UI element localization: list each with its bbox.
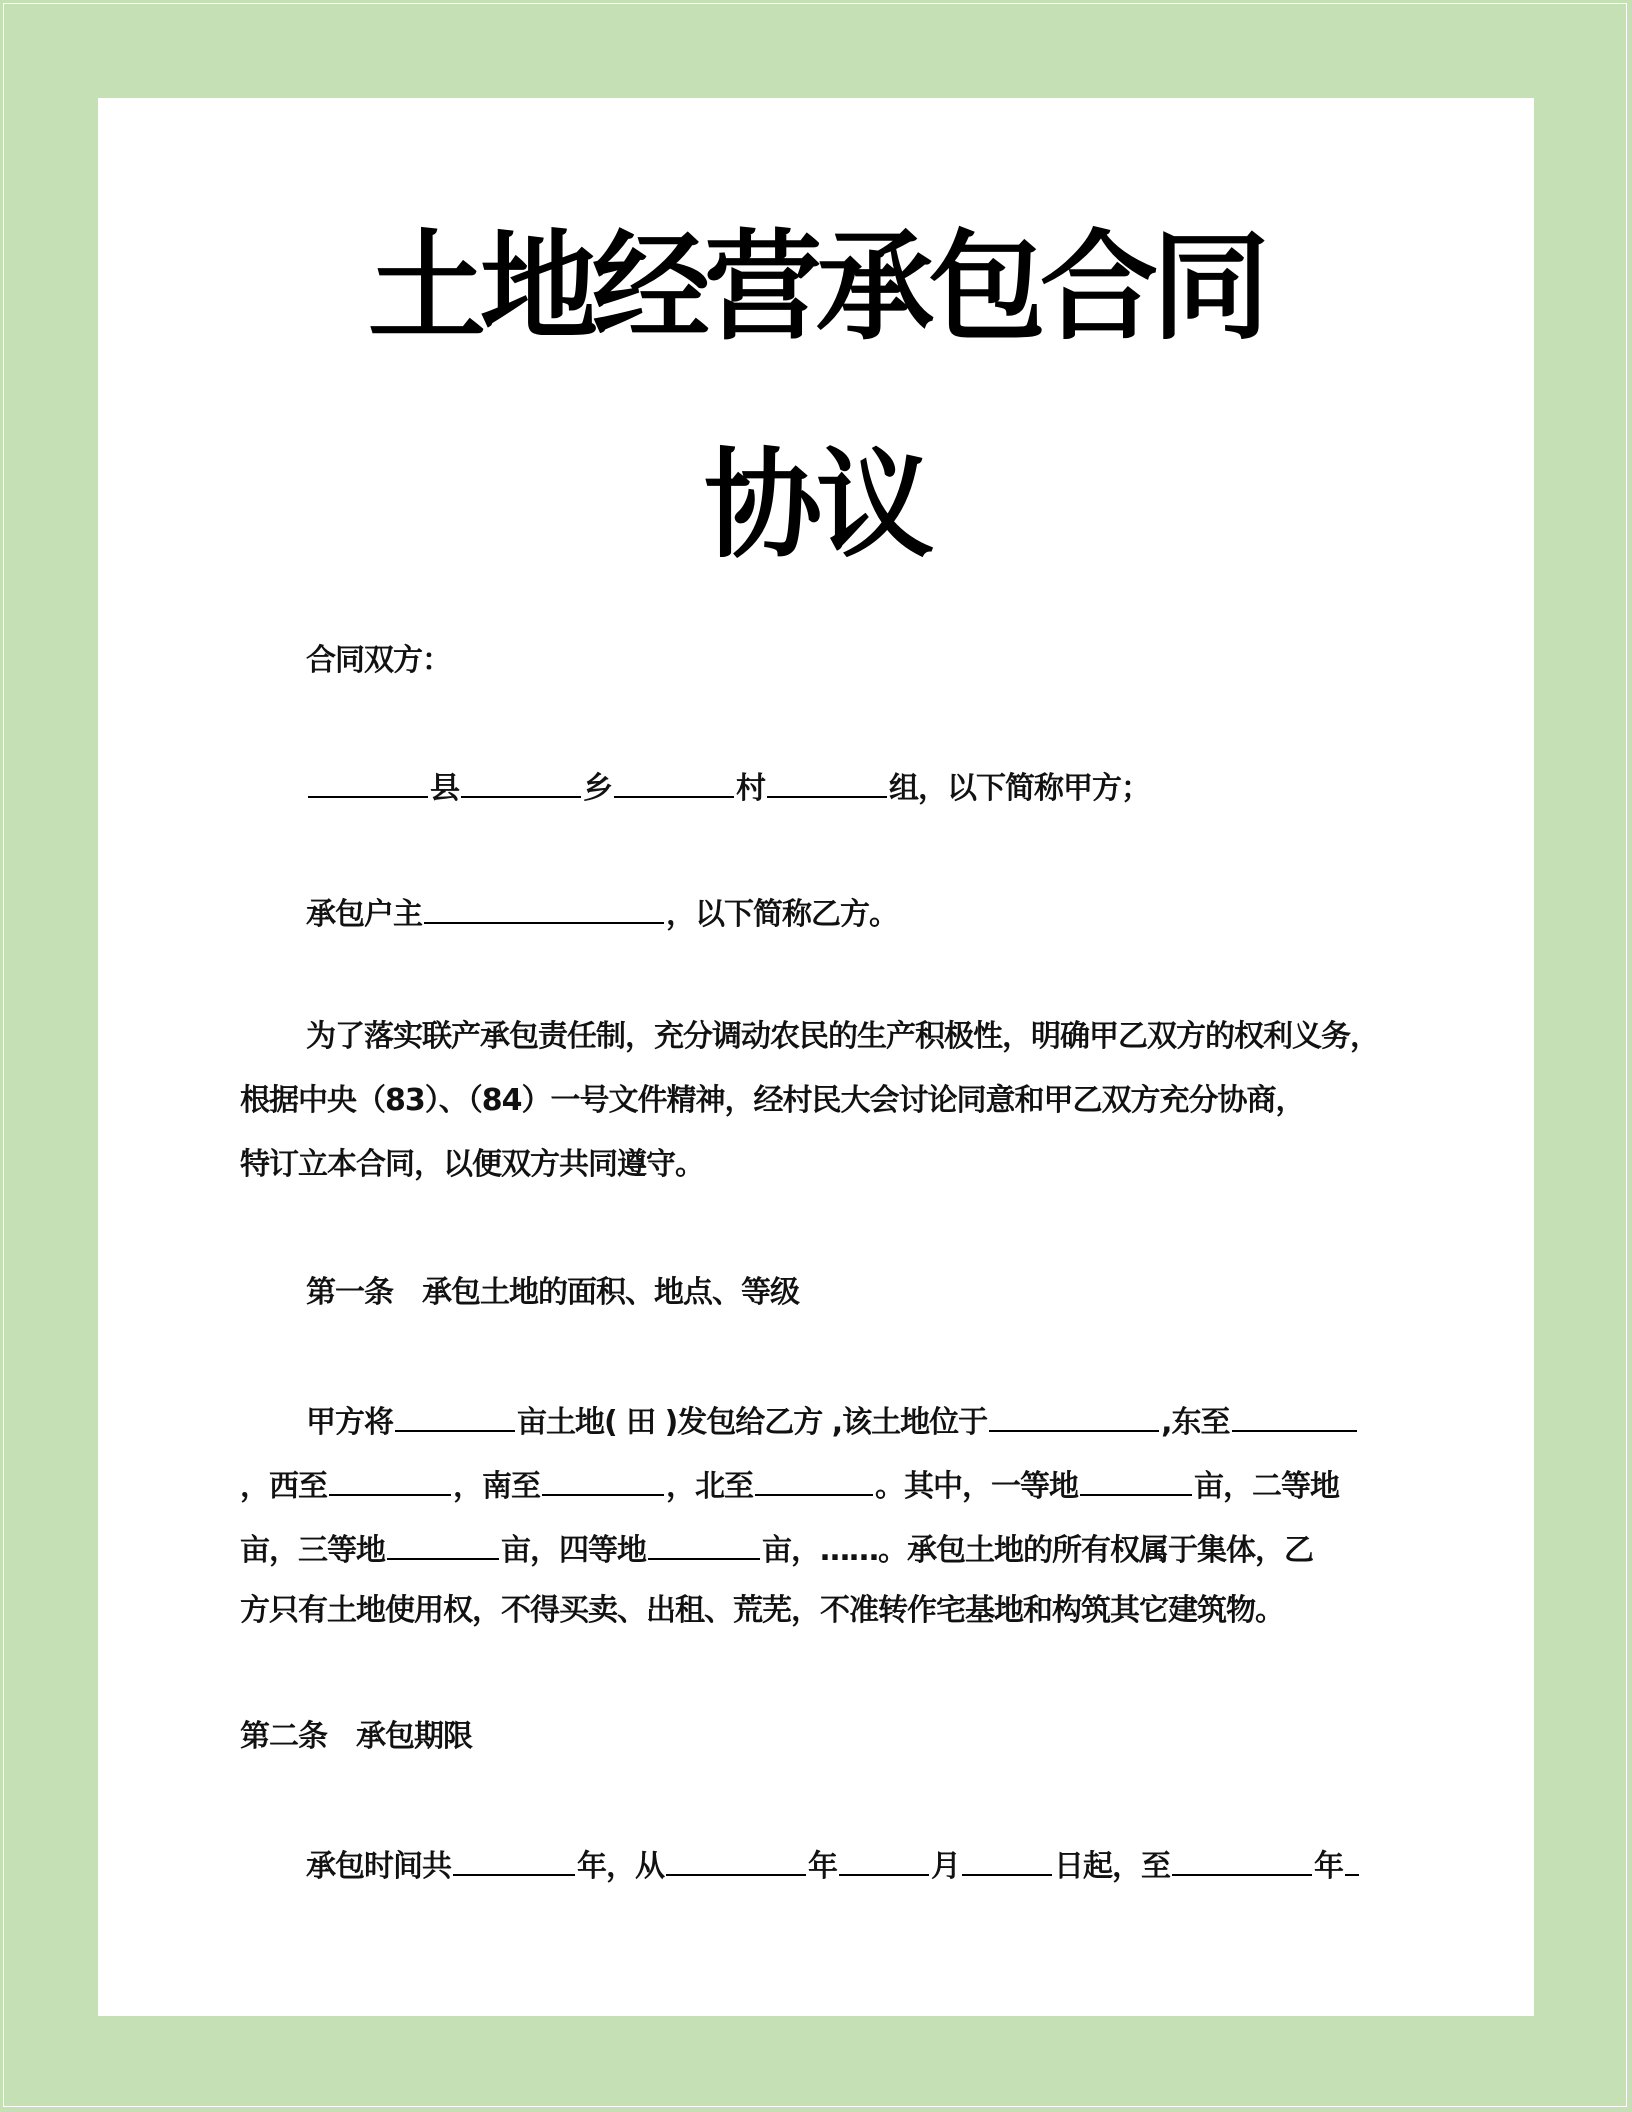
blank-group[interactable]: [767, 770, 887, 798]
a1-l1-b: 亩土地( 田 )发包给乙方 ,该土地位于: [517, 1405, 988, 1440]
group-label: 组: [889, 771, 918, 806]
a1-l1-a: 甲方将: [306, 1405, 393, 1440]
blank-start-day[interactable]: [962, 1848, 1052, 1876]
blank-township[interactable]: [461, 770, 581, 798]
blank-location[interactable]: [989, 1404, 1159, 1432]
blank-west[interactable]: [329, 1468, 451, 1496]
blank-north[interactable]: [755, 1468, 873, 1496]
party-a-suffix: ，以下简称甲方；: [918, 771, 1150, 806]
party-b-line: [240, 896, 898, 930]
article1-line-2: [240, 1468, 1339, 1502]
title-line-1: 土地经营承包合同: [367, 218, 1264, 356]
a2-l1-a: 承包时间共: [306, 1849, 451, 1884]
a2-l1-b: 年，从: [577, 1849, 664, 1884]
a1-l2-d: 。其中，一等地: [875, 1469, 1078, 1504]
blank-start-year[interactable]: [666, 1848, 806, 1876]
article2-heading: 第二条 承包期限: [240, 1719, 472, 1754]
title-line-2: 协议: [703, 436, 928, 574]
article1-line-4: 方只有土地使用权，不得买卖、出租、荒芜，不准转作宅基地和构筑其它建筑物。: [240, 1593, 1284, 1628]
party-b-suffix: ，以下简称乙方。: [666, 897, 898, 932]
purpose-line-1: 为了落实联产承包责任制，充分调动农民的生产积极性，明确甲乙双方的权利义务，: [306, 1019, 1379, 1054]
document-page: [98, 98, 1534, 2016]
blank-county[interactable]: [308, 770, 428, 798]
blank-village[interactable]: [614, 770, 734, 798]
a2-l1-f: 年: [1314, 1849, 1343, 1884]
purpose-line-3: 特订立本合同，以便双方共同遵守。: [240, 1147, 704, 1182]
a1-l2-e: 亩，二等地: [1194, 1469, 1339, 1504]
article1-heading: 第一条 承包土地的面积、地点、等级: [306, 1275, 799, 1310]
blank-years-total[interactable]: [453, 1848, 575, 1876]
a1-l3-a: 亩，三等地: [240, 1533, 385, 1568]
a2-l1-d: 月: [931, 1849, 960, 1884]
a1-l3-c: 亩，……。承包土地的所有权属于集体，乙: [762, 1533, 1313, 1568]
purpose-line-2: 根据中央（83）、（84）一号文件精神，经村民大会讨论同意和甲乙双方充分协商，: [240, 1083, 1305, 1118]
a2-l1-e: 日起，至: [1054, 1849, 1170, 1884]
a1-l1-c: ,东至: [1161, 1405, 1230, 1440]
party-b-prefix: 承包户主: [306, 897, 422, 932]
a2-l1-c: 年: [808, 1849, 837, 1884]
township-label: 乡: [583, 771, 612, 806]
party-a-line: [240, 770, 1150, 804]
blank-start-month[interactable]: [839, 1848, 929, 1876]
blank-east[interactable]: [1232, 1404, 1357, 1432]
a1-l3-b: 亩，四等地: [501, 1533, 646, 1568]
blank-grade1[interactable]: [1080, 1468, 1192, 1496]
article2-line-1: [240, 1848, 1361, 1882]
parties-label: 合同双方：: [306, 643, 451, 678]
article1-line-3: [240, 1532, 1313, 1566]
article1-line-1: [240, 1404, 1359, 1438]
blank-trailing[interactable]: [1345, 1848, 1359, 1876]
a1-l2-b: ，南至: [453, 1469, 540, 1504]
blank-south[interactable]: [542, 1468, 664, 1496]
village-label: 村: [736, 771, 765, 806]
county-label: 县: [430, 771, 459, 806]
blank-household-head[interactable]: [424, 896, 664, 924]
blank-end-year[interactable]: [1172, 1848, 1312, 1876]
blank-area-mu[interactable]: [395, 1404, 515, 1432]
blank-grade4[interactable]: [648, 1532, 760, 1560]
a1-l2-a: ，西至: [240, 1469, 327, 1504]
a1-l2-c: ，北至: [666, 1469, 753, 1504]
blank-grade3[interactable]: [387, 1532, 499, 1560]
